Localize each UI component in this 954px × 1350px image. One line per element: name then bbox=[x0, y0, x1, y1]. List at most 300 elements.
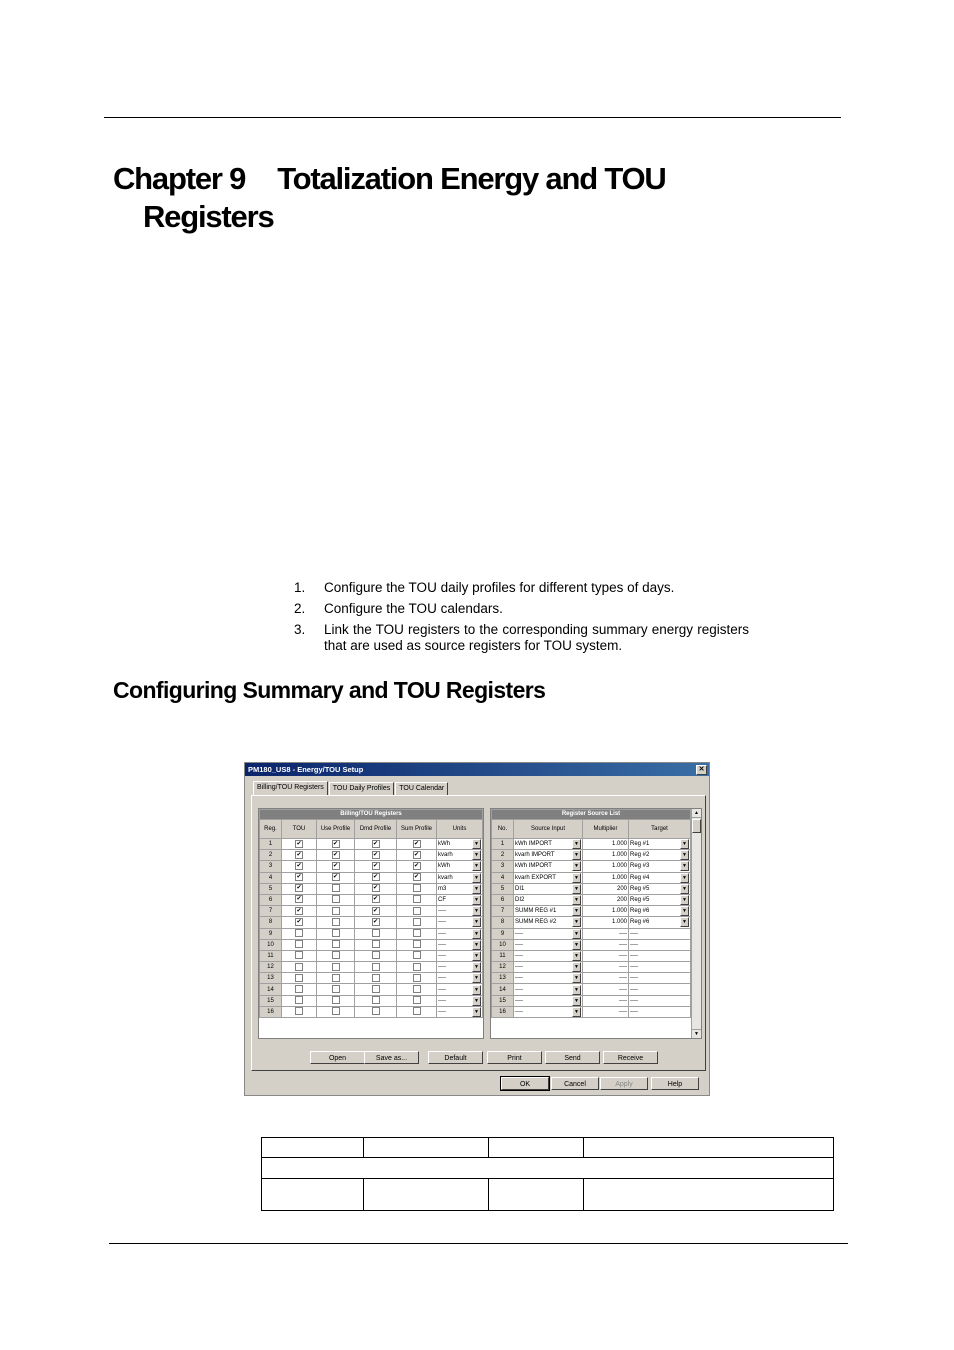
dmd-checkbox-cell bbox=[355, 906, 397, 917]
multiplier-field[interactable]: 1.000 bbox=[583, 839, 629, 850]
units-dropdown[interactable] bbox=[437, 861, 483, 872]
use-checkbox[interactable] bbox=[332, 907, 340, 915]
target-dropdown[interactable] bbox=[629, 984, 691, 995]
sum-checkbox-cell bbox=[397, 962, 437, 973]
tou-checkbox-cell bbox=[282, 917, 317, 928]
chevron-down-icon[interactable]: ▼ bbox=[572, 973, 581, 983]
use-checkbox[interactable] bbox=[332, 974, 340, 982]
chevron-down-icon[interactable]: ▼ bbox=[472, 1007, 481, 1017]
sum-checkbox[interactable] bbox=[413, 895, 421, 903]
receive-button[interactable]: Receive bbox=[603, 1051, 658, 1064]
source-input-dropdown[interactable] bbox=[514, 850, 583, 861]
sum-checkbox[interactable] bbox=[413, 985, 421, 993]
source-select bbox=[515, 861, 581, 871]
chevron-down-icon[interactable]: ▼ bbox=[572, 962, 581, 972]
use-checkbox[interactable] bbox=[332, 985, 340, 993]
use-checkbox-cell bbox=[317, 861, 355, 872]
target-dropdown[interactable] bbox=[629, 872, 691, 883]
scroll-down-icon[interactable]: ▼ bbox=[692, 1029, 701, 1038]
register-source-list-grid bbox=[490, 808, 702, 1039]
units-value: kWh bbox=[438, 841, 450, 848]
multiplier-field[interactable]: ---- bbox=[583, 995, 629, 1006]
scroll-up-icon[interactable]: ▲ bbox=[692, 809, 701, 818]
use-checkbox[interactable] bbox=[332, 929, 340, 937]
source-value: SUMM REG #2 bbox=[515, 919, 557, 926]
table-row bbox=[260, 950, 483, 961]
tou-checkbox-cell bbox=[282, 839, 317, 850]
sum-checkbox[interactable]: ✔ bbox=[413, 874, 420, 881]
source-input-dropdown[interactable] bbox=[514, 917, 583, 928]
tou-checkbox[interactable] bbox=[295, 951, 303, 959]
chevron-down-icon[interactable]: ▼ bbox=[572, 884, 581, 894]
target-select bbox=[630, 906, 689, 916]
source-select bbox=[515, 873, 581, 883]
chevron-down-icon[interactable]: ▼ bbox=[472, 850, 481, 860]
units-dropdown[interactable] bbox=[437, 939, 483, 950]
use-checkbox[interactable]: ✔ bbox=[332, 851, 339, 858]
dmd-checkbox-cell bbox=[355, 883, 397, 894]
row-number: 16 bbox=[492, 1006, 514, 1017]
chevron-down-icon[interactable]: ▼ bbox=[472, 873, 481, 883]
dialog-titlebar bbox=[245, 763, 709, 776]
close-icon[interactable]: ✕ bbox=[696, 765, 707, 775]
target-dropdown[interactable] bbox=[629, 850, 691, 861]
units-value: ---- bbox=[438, 986, 446, 993]
source-input-dropdown[interactable] bbox=[514, 1006, 583, 1017]
multiplier-field[interactable]: ---- bbox=[583, 939, 629, 950]
help-button[interactable]: Help bbox=[651, 1077, 699, 1090]
units-dropdown[interactable] bbox=[437, 928, 483, 939]
tou-checkbox-cell bbox=[282, 1006, 317, 1017]
use-checkbox-cell bbox=[317, 995, 355, 1006]
units-dropdown[interactable] bbox=[437, 839, 483, 850]
header-rule bbox=[104, 117, 841, 118]
table-row bbox=[492, 917, 691, 928]
chevron-down-icon[interactable]: ▼ bbox=[572, 929, 581, 939]
chevron-down-icon[interactable]: ▼ bbox=[572, 861, 581, 871]
target-value: Reg #6 bbox=[630, 908, 650, 915]
multiplier-field[interactable]: ---- bbox=[583, 950, 629, 961]
source-input-dropdown[interactable] bbox=[514, 984, 583, 995]
units-select bbox=[438, 873, 481, 883]
cancel-button[interactable]: Cancel bbox=[551, 1077, 599, 1090]
units-select bbox=[438, 951, 481, 961]
chevron-down-icon[interactable]: ▼ bbox=[680, 895, 689, 905]
sum-checkbox[interactable]: ✔ bbox=[413, 851, 420, 858]
table-row bbox=[492, 839, 691, 850]
table-row bbox=[492, 973, 691, 984]
table-cell bbox=[489, 1138, 584, 1158]
row-number: 9 bbox=[492, 928, 514, 939]
target-select bbox=[630, 985, 689, 995]
source-input-dropdown[interactable] bbox=[514, 950, 583, 961]
chevron-down-icon[interactable]: ▼ bbox=[572, 996, 581, 1006]
dmd-checkbox[interactable] bbox=[372, 963, 380, 971]
source-input-dropdown[interactable] bbox=[514, 883, 583, 894]
tou-checkbox[interactable]: ✔ bbox=[296, 885, 302, 892]
source-value: ---- bbox=[515, 997, 523, 1004]
tou-checkbox-cell bbox=[282, 850, 317, 861]
reg-number: 8 bbox=[260, 917, 282, 928]
source-input-dropdown[interactable] bbox=[514, 894, 583, 905]
source-value: ---- bbox=[515, 930, 523, 937]
source-input-dropdown[interactable] bbox=[514, 973, 583, 984]
table-cell bbox=[584, 1179, 834, 1211]
table-row bbox=[492, 984, 691, 995]
use-checkbox[interactable]: ✔ bbox=[332, 862, 339, 869]
target-dropdown[interactable] bbox=[629, 861, 691, 872]
use-checkbox-cell bbox=[317, 950, 355, 961]
vertical-scrollbar[interactable] bbox=[691, 809, 701, 1038]
reg-number: 2 bbox=[260, 850, 282, 861]
reg-number: 15 bbox=[260, 995, 282, 1006]
multiplier-field[interactable]: ---- bbox=[583, 984, 629, 995]
chevron-down-icon[interactable]: ▼ bbox=[472, 839, 481, 849]
target-select bbox=[630, 996, 689, 1006]
table-cell bbox=[262, 1179, 364, 1211]
chevron-down-icon[interactable]: ▼ bbox=[472, 917, 481, 927]
use-checkbox[interactable] bbox=[332, 918, 340, 926]
send-button[interactable]: Send bbox=[545, 1051, 600, 1064]
target-dropdown[interactable] bbox=[629, 883, 691, 894]
target-dropdown[interactable] bbox=[629, 950, 691, 961]
chevron-down-icon[interactable]: ▼ bbox=[472, 895, 481, 905]
chevron-down-icon[interactable]: ▼ bbox=[472, 906, 481, 916]
dmd-checkbox[interactable]: ✔ bbox=[372, 896, 379, 903]
sum-checkbox[interactable] bbox=[413, 929, 421, 937]
units-value: ---- bbox=[438, 919, 446, 926]
step-text: Configure the TOU daily profiles for different types of days. bbox=[324, 580, 675, 595]
multiplier-field[interactable]: 1.000 bbox=[583, 917, 629, 928]
target-dropdown[interactable] bbox=[629, 906, 691, 917]
dmd-checkbox[interactable] bbox=[372, 929, 380, 937]
use-checkbox[interactable] bbox=[332, 895, 340, 903]
tou-checkbox[interactable]: ✔ bbox=[296, 896, 302, 903]
tou-checkbox[interactable] bbox=[295, 985, 303, 993]
use-checkbox[interactable] bbox=[332, 963, 340, 971]
target-value: ---- bbox=[630, 952, 638, 959]
chevron-down-icon[interactable]: ▼ bbox=[572, 1007, 581, 1017]
target-select bbox=[630, 839, 689, 849]
dmd-checkbox[interactable]: ✔ bbox=[372, 862, 379, 869]
units-select bbox=[438, 917, 481, 927]
row-number: 7 bbox=[492, 906, 514, 917]
chevron-down-icon[interactable]: ▼ bbox=[472, 884, 481, 894]
apply-button[interactable]: Apply bbox=[600, 1077, 648, 1090]
source-select bbox=[515, 951, 581, 961]
dmd-checkbox-cell bbox=[355, 861, 397, 872]
dmd-checkbox[interactable]: ✔ bbox=[372, 885, 379, 892]
units-value: ---- bbox=[438, 964, 446, 971]
sum-checkbox[interactable]: ✔ bbox=[413, 862, 420, 869]
chevron-down-icon[interactable]: ▼ bbox=[472, 929, 481, 939]
source-select bbox=[515, 917, 581, 927]
chevron-down-icon[interactable]: ▼ bbox=[680, 861, 689, 871]
chevron-down-icon[interactable]: ▼ bbox=[572, 940, 581, 950]
units-select bbox=[438, 1007, 481, 1017]
chevron-down-icon[interactable]: ▼ bbox=[472, 951, 481, 961]
source-input-dropdown[interactable] bbox=[514, 928, 583, 939]
source-select bbox=[515, 839, 581, 849]
dmd-checkbox[interactable]: ✔ bbox=[372, 918, 379, 925]
chevron-down-icon[interactable]: ▼ bbox=[472, 861, 481, 871]
sum-checkbox[interactable] bbox=[413, 996, 421, 1004]
use-checkbox[interactable]: ✔ bbox=[332, 840, 339, 847]
row-number: 8 bbox=[492, 917, 514, 928]
use-checkbox[interactable]: ✔ bbox=[332, 874, 339, 881]
source-input-dropdown[interactable] bbox=[514, 839, 583, 850]
chapter-title bbox=[113, 160, 813, 236]
tou-checkbox[interactable] bbox=[295, 996, 303, 1004]
chevron-down-icon[interactable]: ▼ bbox=[572, 985, 581, 995]
source-select bbox=[515, 1007, 581, 1017]
dmd-checkbox-cell bbox=[355, 973, 397, 984]
sum-checkbox-cell bbox=[397, 850, 437, 861]
chevron-down-icon[interactable]: ▼ bbox=[572, 906, 581, 916]
chevron-down-icon[interactable]: ▼ bbox=[680, 850, 689, 860]
use-checkbox-cell bbox=[317, 984, 355, 995]
source-value: ---- bbox=[515, 975, 523, 982]
chevron-down-icon[interactable]: ▼ bbox=[680, 884, 689, 894]
table-cell bbox=[262, 1138, 364, 1158]
dmd-checkbox[interactable]: ✔ bbox=[372, 874, 379, 881]
units-dropdown[interactable] bbox=[437, 973, 483, 984]
multiplier-field[interactable]: 1.000 bbox=[583, 872, 629, 883]
reg-number: 16 bbox=[260, 1006, 282, 1017]
multiplier-field[interactable]: ---- bbox=[583, 962, 629, 973]
use-checkbox-cell bbox=[317, 894, 355, 905]
steps-list bbox=[294, 580, 749, 659]
table-row bbox=[492, 850, 691, 861]
use-checkbox[interactable] bbox=[332, 940, 340, 948]
units-dropdown[interactable] bbox=[437, 995, 483, 1006]
target-dropdown[interactable] bbox=[629, 1006, 691, 1017]
units-select bbox=[438, 996, 481, 1006]
chevron-down-icon[interactable]: ▼ bbox=[572, 873, 581, 883]
tab-tou-daily-profiles[interactable]: TOU Daily Profiles bbox=[329, 782, 394, 795]
source-input-dropdown[interactable] bbox=[514, 995, 583, 1006]
tab-tou-calendar[interactable]: TOU Calendar bbox=[395, 782, 448, 795]
table-row bbox=[492, 995, 691, 1006]
source-value: kWh IMPORT bbox=[515, 863, 552, 870]
table-row bbox=[260, 894, 483, 905]
chevron-down-icon[interactable]: ▼ bbox=[472, 996, 481, 1006]
multiplier-field[interactable]: ---- bbox=[583, 1006, 629, 1017]
chevron-down-icon[interactable]: ▼ bbox=[572, 839, 581, 849]
multiplier-field[interactable]: ---- bbox=[583, 973, 629, 984]
source-input-dropdown[interactable] bbox=[514, 962, 583, 973]
target-value: ---- bbox=[630, 941, 638, 948]
units-dropdown[interactable] bbox=[437, 894, 483, 905]
chevron-down-icon[interactable]: ▼ bbox=[680, 917, 689, 927]
units-dropdown[interactable] bbox=[437, 984, 483, 995]
tou-checkbox-cell bbox=[282, 883, 317, 894]
units-dropdown[interactable] bbox=[437, 883, 483, 894]
source-select bbox=[515, 884, 581, 894]
multiplier-field[interactable]: ---- bbox=[583, 928, 629, 939]
scroll-thumb[interactable] bbox=[692, 819, 701, 833]
dmd-checkbox-cell bbox=[355, 939, 397, 950]
chevron-down-icon[interactable]: ▼ bbox=[472, 985, 481, 995]
chevron-down-icon[interactable]: ▼ bbox=[472, 962, 481, 972]
tou-checkbox[interactable] bbox=[295, 974, 303, 982]
data-table bbox=[261, 1137, 834, 1211]
table-row bbox=[492, 962, 691, 973]
reg-number: 5 bbox=[260, 883, 282, 894]
units-dropdown[interactable] bbox=[437, 917, 483, 928]
sum-checkbox[interactable] bbox=[413, 884, 421, 892]
target-select bbox=[630, 1007, 689, 1017]
tou-checkbox[interactable] bbox=[295, 1007, 303, 1015]
dmd-checkbox[interactable] bbox=[372, 985, 380, 993]
tou-checkbox[interactable]: ✔ bbox=[296, 840, 302, 847]
units-select bbox=[438, 985, 481, 995]
multiplier-field[interactable]: 200 bbox=[583, 894, 629, 905]
source-input-dropdown[interactable] bbox=[514, 939, 583, 950]
units-select bbox=[438, 973, 481, 983]
multiplier-field[interactable]: 1.000 bbox=[583, 906, 629, 917]
use-checkbox[interactable] bbox=[332, 1007, 340, 1015]
source-input-dropdown[interactable] bbox=[514, 861, 583, 872]
chevron-down-icon[interactable]: ▼ bbox=[572, 917, 581, 927]
target-dropdown[interactable] bbox=[629, 928, 691, 939]
units-value: ---- bbox=[438, 997, 446, 1004]
chevron-down-icon[interactable]: ▼ bbox=[680, 839, 689, 849]
tou-checkbox[interactable]: ✔ bbox=[296, 862, 302, 869]
dmd-checkbox[interactable]: ✔ bbox=[372, 851, 379, 858]
chapter-number: Chapter 9 bbox=[113, 161, 246, 196]
sum-checkbox[interactable] bbox=[413, 951, 421, 959]
target-dropdown[interactable] bbox=[629, 839, 691, 850]
sum-checkbox[interactable] bbox=[413, 918, 421, 926]
target-select bbox=[630, 962, 689, 972]
tab-billing-tou-registers[interactable]: Billing/TOU Registers bbox=[253, 781, 328, 796]
tou-checkbox[interactable]: ✔ bbox=[296, 918, 302, 925]
table-row bbox=[260, 850, 483, 861]
step-number: 1. bbox=[294, 580, 306, 595]
units-dropdown[interactable] bbox=[437, 850, 483, 861]
target-select bbox=[630, 884, 689, 894]
open-button[interactable]: Open bbox=[310, 1051, 365, 1064]
use-checkbox[interactable] bbox=[332, 996, 340, 1004]
reg-number: 4 bbox=[260, 872, 282, 883]
multiplier-field[interactable]: 1.000 bbox=[583, 861, 629, 872]
chevron-down-icon[interactable]: ▼ bbox=[680, 873, 689, 883]
target-dropdown[interactable] bbox=[629, 917, 691, 928]
source-input-dropdown[interactable] bbox=[514, 872, 583, 883]
chevron-down-icon[interactable]: ▼ bbox=[572, 951, 581, 961]
dmd-checkbox-cell bbox=[355, 962, 397, 973]
dmd-checkbox[interactable] bbox=[372, 951, 380, 959]
units-value: ---- bbox=[438, 1008, 446, 1015]
dmd-checkbox[interactable] bbox=[372, 996, 380, 1004]
reg-number: 7 bbox=[260, 906, 282, 917]
row-number: 14 bbox=[492, 984, 514, 995]
units-dropdown[interactable] bbox=[437, 872, 483, 883]
chevron-down-icon[interactable]: ▼ bbox=[572, 895, 581, 905]
dmd-checkbox-cell bbox=[355, 839, 397, 850]
tou-checkbox-cell bbox=[282, 906, 317, 917]
reg-number: 3 bbox=[260, 861, 282, 872]
dialog-title: PM180_US8 - Energy/TOU Setup bbox=[248, 765, 364, 774]
multiplier-field[interactable]: 200 bbox=[583, 883, 629, 894]
dmd-checkbox[interactable]: ✔ bbox=[372, 907, 379, 914]
target-select bbox=[630, 929, 689, 939]
sum-checkbox[interactable] bbox=[413, 963, 421, 971]
dmd-checkbox[interactable] bbox=[372, 974, 380, 982]
sum-checkbox[interactable] bbox=[413, 907, 421, 915]
reg-number: 13 bbox=[260, 973, 282, 984]
table-row bbox=[260, 861, 483, 872]
use-checkbox-cell bbox=[317, 939, 355, 950]
target-dropdown[interactable] bbox=[629, 894, 691, 905]
chevron-down-icon[interactable]: ▼ bbox=[472, 940, 481, 950]
tou-checkbox[interactable] bbox=[295, 929, 303, 937]
chevron-down-icon[interactable]: ▼ bbox=[680, 906, 689, 916]
target-dropdown[interactable] bbox=[629, 995, 691, 1006]
sum-checkbox[interactable] bbox=[413, 940, 421, 948]
units-value: ---- bbox=[438, 908, 446, 915]
source-input-dropdown[interactable] bbox=[514, 906, 583, 917]
default-button[interactable]: Default bbox=[428, 1051, 483, 1064]
table-row bbox=[492, 872, 691, 883]
use-checkbox-cell bbox=[317, 1006, 355, 1017]
step-number: 3. bbox=[294, 622, 306, 637]
dmd-checkbox[interactable] bbox=[372, 940, 380, 948]
sum-checkbox-cell bbox=[397, 894, 437, 905]
target-dropdown[interactable] bbox=[629, 962, 691, 973]
column-header: Reg. bbox=[260, 820, 282, 839]
target-dropdown[interactable] bbox=[629, 939, 691, 950]
tou-checkbox[interactable] bbox=[295, 940, 303, 948]
print-button[interactable]: Print bbox=[487, 1051, 542, 1064]
tou-checkbox[interactable]: ✔ bbox=[296, 907, 302, 914]
tou-checkbox[interactable]: ✔ bbox=[296, 851, 302, 858]
tou-checkbox-cell bbox=[282, 894, 317, 905]
dmd-checkbox[interactable]: ✔ bbox=[372, 840, 379, 847]
tou-checkbox[interactable] bbox=[295, 963, 303, 971]
use-checkbox[interactable] bbox=[332, 951, 340, 959]
table-row bbox=[260, 962, 483, 973]
ok-button[interactable]: OK bbox=[501, 1077, 549, 1090]
tou-checkbox[interactable]: ✔ bbox=[296, 874, 302, 881]
sum-checkbox[interactable]: ✔ bbox=[413, 840, 420, 847]
units-select bbox=[438, 895, 481, 905]
dmd-checkbox[interactable] bbox=[372, 1007, 380, 1015]
use-checkbox[interactable] bbox=[332, 884, 340, 892]
units-select bbox=[438, 884, 481, 894]
sum-checkbox[interactable] bbox=[413, 974, 421, 982]
list-item bbox=[294, 580, 749, 596]
save-as-button[interactable]: Save as... bbox=[364, 1051, 419, 1064]
multiplier-field[interactable]: 1.000 bbox=[583, 850, 629, 861]
units-dropdown[interactable] bbox=[437, 906, 483, 917]
chevron-down-icon[interactable]: ▼ bbox=[472, 973, 481, 983]
row-number: 4 bbox=[492, 872, 514, 883]
units-dropdown[interactable] bbox=[437, 962, 483, 973]
chevron-down-icon[interactable]: ▼ bbox=[572, 850, 581, 860]
target-value: Reg #2 bbox=[630, 852, 650, 859]
units-dropdown[interactable] bbox=[437, 950, 483, 961]
sum-checkbox[interactable] bbox=[413, 1007, 421, 1015]
target-dropdown[interactable] bbox=[629, 973, 691, 984]
target-value: ---- bbox=[630, 975, 638, 982]
sum-checkbox-cell bbox=[397, 939, 437, 950]
table-row bbox=[492, 950, 691, 961]
units-dropdown[interactable] bbox=[437, 1006, 483, 1017]
source-value: ---- bbox=[515, 952, 523, 959]
column-header: Use Profile bbox=[317, 820, 355, 839]
